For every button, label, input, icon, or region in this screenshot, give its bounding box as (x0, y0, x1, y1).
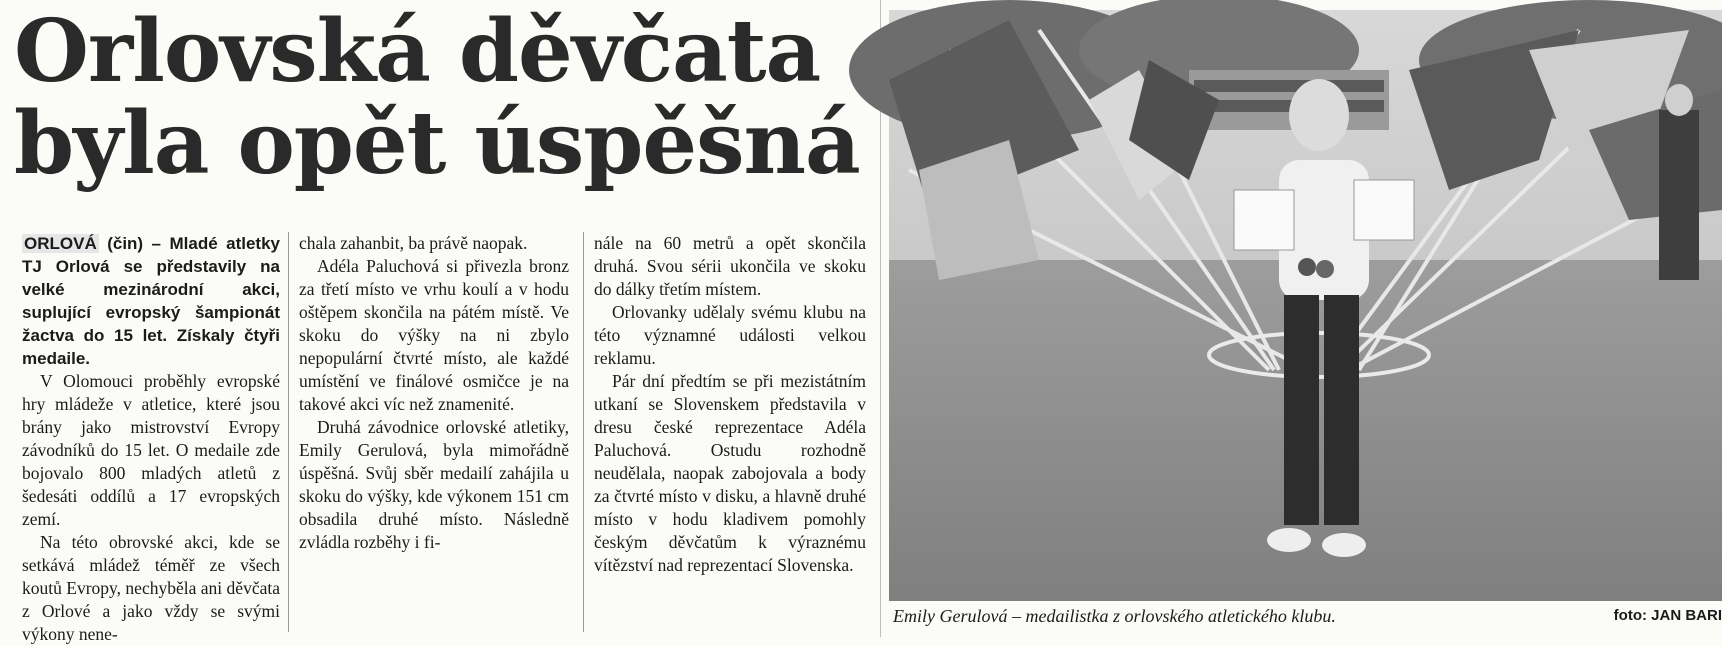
column-divider (288, 232, 289, 632)
article-lead (22, 232, 280, 370)
paragraph: Na této obrovské akci, kde se setkává mládež téměř ze všech koutů Evropy, nechyběla ani děvčata z Orlové a jako vždy se svými výkony nene- (22, 532, 280, 644)
photo-illustration (889, 10, 1722, 601)
headline-line-2: byla opět úspěšná (14, 93, 860, 194)
lead-text: (čin) – Mladé atletky TJ Orlová se představily na velké mezinárodní akci, suplující evropský šampionát žactva do 15 let. Získaly čtyři medaile. (22, 234, 280, 368)
article-column-2 (299, 232, 569, 632)
article-column-1 (22, 232, 280, 644)
paragraph: Pár dní předtím se při mezistátním utkaní se Slovenskem představila v dresu české reprezentace Adéla Paluchová. Ostudu rozhodně neudělala, naopak zabojovala a body za čtvrté místo v disku, a hlavně druhé místo v hodu kladivem pomohly českým děvčatům k výraznému vítězství nad reprezentací Slovenska. (594, 371, 866, 575)
paragraph: Adéla Paluchová si přivezla bronz za třetí místo ve vrhu koulí a v hodu oštěpem skončila na pátém místě. Ve skoku do výšky na ni zbylo nepopulární čtvrté místo, ale každé umístění ve finálové osmičce je na takové akci víc než znamenité. (299, 256, 569, 414)
headline (14, 1, 874, 194)
column-divider (583, 232, 584, 632)
paragraph: Druhá závodnice orlovské atletiky, Emily Gerulová, byla mimořádně úspěšná. Svůj sběr medailí zahájila u skoku do výšky, kde výkonem 151 cm obsadila druhé místo. Následně zvládla rozběhy i fi- (299, 417, 569, 552)
paragraph: V Olomouci proběhly evropské hry mládeže v atletice, které jsou brány jako mistrovství Evropy závodníků do 15 let. O medaile zde bojovalo 800 mladých atletů z šedesáti oddílů a 17 evropských zemí. (22, 371, 280, 529)
dateline-location: ORLOVÁ (24, 234, 97, 253)
headline-line-1: Orlovská děvčata (14, 1, 821, 102)
paragraph: nále na 60 metrů a opět skončila druhá. Svou sérii ukončila ve skoku do dálky třetím místem. (594, 233, 866, 299)
photo-credit: foto: JAN BARI (1613, 607, 1722, 624)
paragraph: chala zahanbit, ba právě naopak. (299, 233, 528, 253)
paragraph: Orlovanky udělaly svému klubu na této významné události velkou reklamu. (594, 302, 866, 368)
photo-caption: Emily Gerulová – medailistka z orlovského atletického klubu. (893, 606, 1336, 626)
news-photo (889, 10, 1722, 601)
article-column-3 (594, 232, 866, 632)
